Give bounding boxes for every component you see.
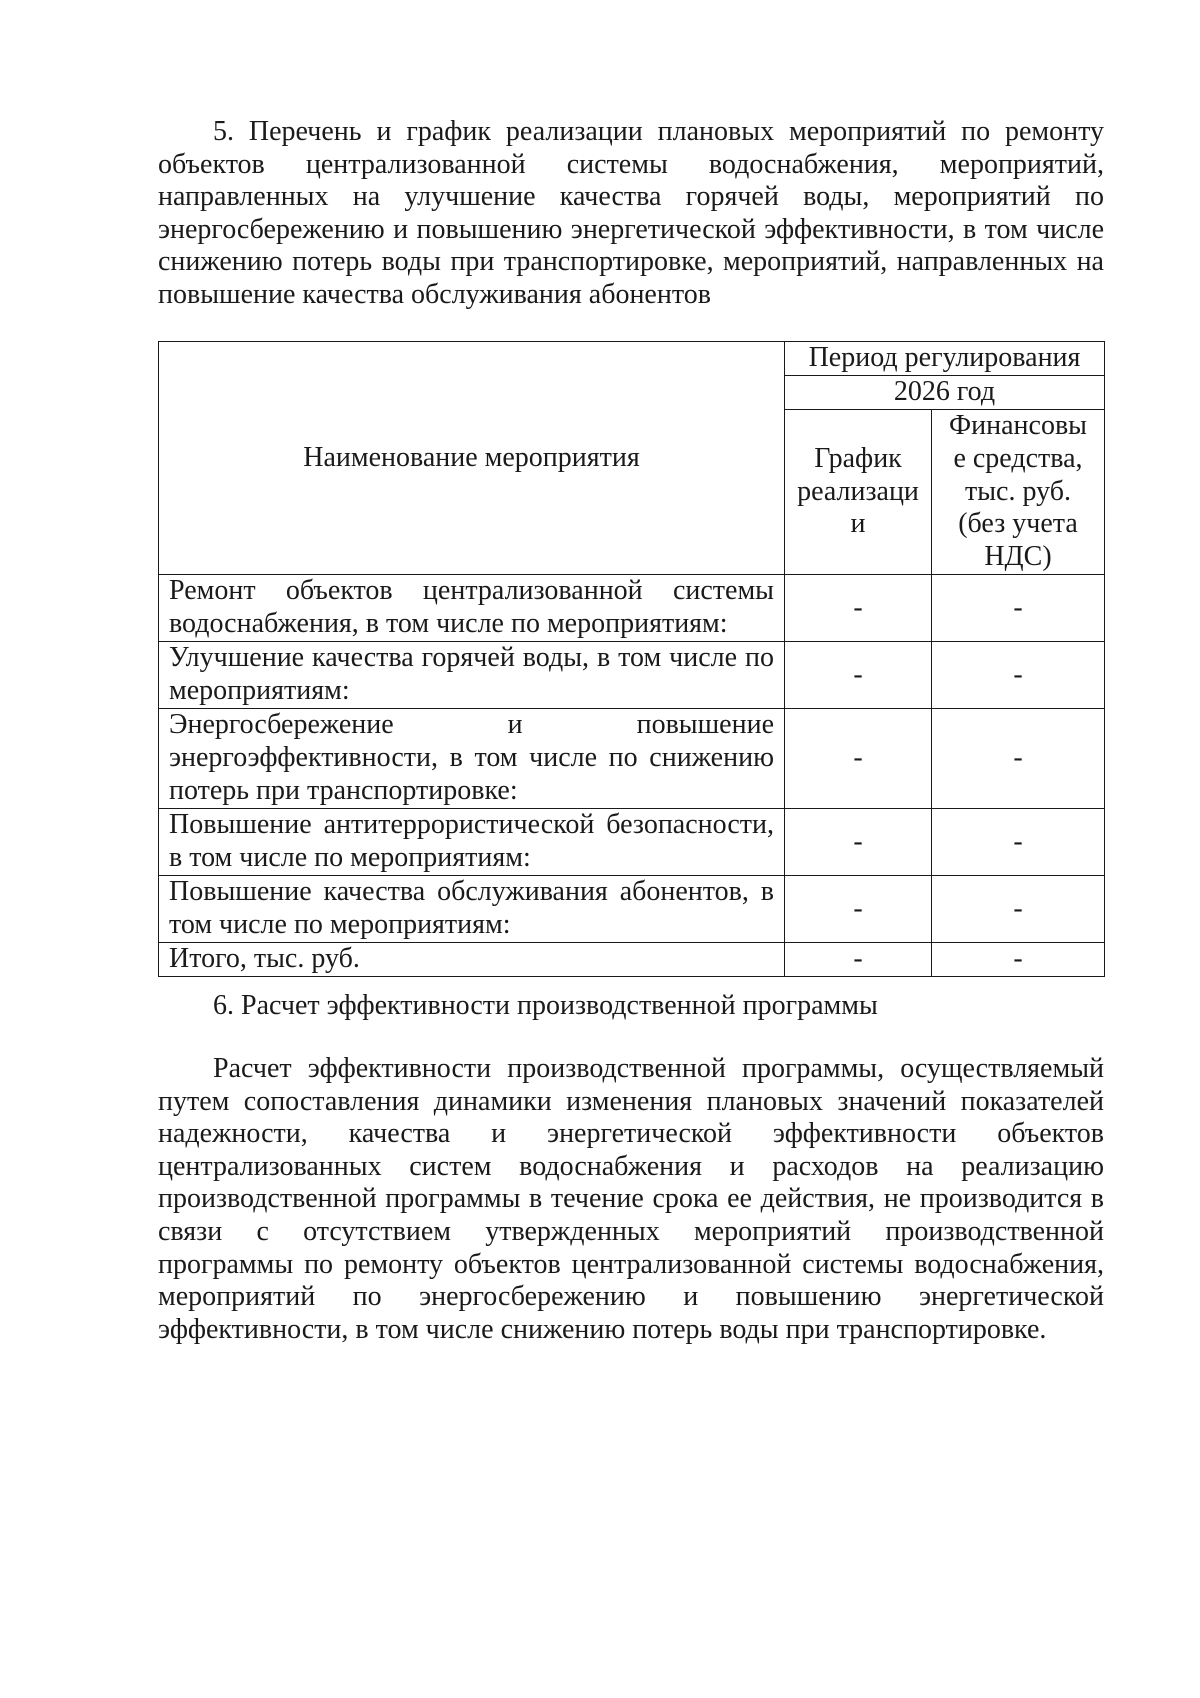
schedule-value: - bbox=[785, 809, 932, 876]
section-5-heading: 5. Перечень и график реализации плановых мероприятий по ремонту объектов централизованной системы водоснабжения, мероприятий, направленных на улучшение качества горячей воды, мероприятий по энергосбережению и повышению энергетической эффективности, в том числе снижению потерь воды при транспортировке, мероприятий, направленных на повышение качества обслуживания абонентов bbox=[158, 116, 1104, 310]
finance-value: - bbox=[932, 876, 1105, 943]
header-activity-name: Наименование мероприятия bbox=[159, 342, 785, 575]
header-finance: Финансовы е средства, тыс. руб. (без учета НДС) bbox=[932, 410, 1105, 575]
finance-value: - bbox=[932, 575, 1105, 642]
activities-table bbox=[158, 341, 1105, 977]
table-total-row bbox=[159, 943, 1105, 977]
total-label: Итого, тыс. руб. bbox=[159, 943, 785, 977]
schedule-value: - bbox=[785, 943, 932, 977]
section-6-body: Расчет эффективности производственной программы, осуществляемый путем сопоставления динамики изменения плановых значений показателей надежности, качества и энергетической эффективности объектов централизованных систем водоснабжения и расходов на реализацию производственной программы в течение срока ее действия, не производится в связи с отсутствием утвержденных мероприятий производственной программы по ремонту объектов централизованной системы водоснабжения, мероприятий по энергосбережению и повышению энергетической эффективности, в том числе снижению потерь воды при транспортировке. bbox=[158, 1053, 1104, 1345]
activity-name: Повышение антитеррористической безопасности, в том числе по мероприятиям: bbox=[159, 809, 785, 876]
table-header-row bbox=[159, 342, 1105, 376]
table-row bbox=[159, 876, 1105, 943]
schedule-value: - bbox=[785, 876, 932, 943]
header-year: 2026 год bbox=[785, 376, 1105, 410]
table-row bbox=[159, 575, 1105, 642]
finance-value: - bbox=[932, 809, 1105, 876]
finance-value: - bbox=[932, 642, 1105, 709]
activity-name: Энергосбережение и повышение энергоэффективности, в том числе по снижению потерь при транспортировке: bbox=[159, 709, 785, 809]
header-period: Период регулирования bbox=[785, 342, 1105, 376]
finance-value: - bbox=[932, 709, 1105, 809]
section-6-heading: 6. Расчет эффективности производственной программы bbox=[213, 990, 878, 1021]
activity-name: Ремонт объектов централизованной системы водоснабжения, в том числе по мероприятиям: bbox=[159, 575, 785, 642]
schedule-value: - bbox=[785, 575, 932, 642]
table-row bbox=[159, 642, 1105, 709]
table-row bbox=[159, 709, 1105, 809]
schedule-value: - bbox=[785, 709, 932, 809]
activity-name: Повышение качества обслуживания абонентов, в том числе по мероприятиям: bbox=[159, 876, 785, 943]
schedule-value: - bbox=[785, 642, 932, 709]
header-schedule: График реализаци и bbox=[785, 410, 932, 575]
finance-value: - bbox=[932, 943, 1105, 977]
activity-name: Улучшение качества горячей воды, в том числе по мероприятиям: bbox=[159, 642, 785, 709]
table-row bbox=[159, 809, 1105, 876]
